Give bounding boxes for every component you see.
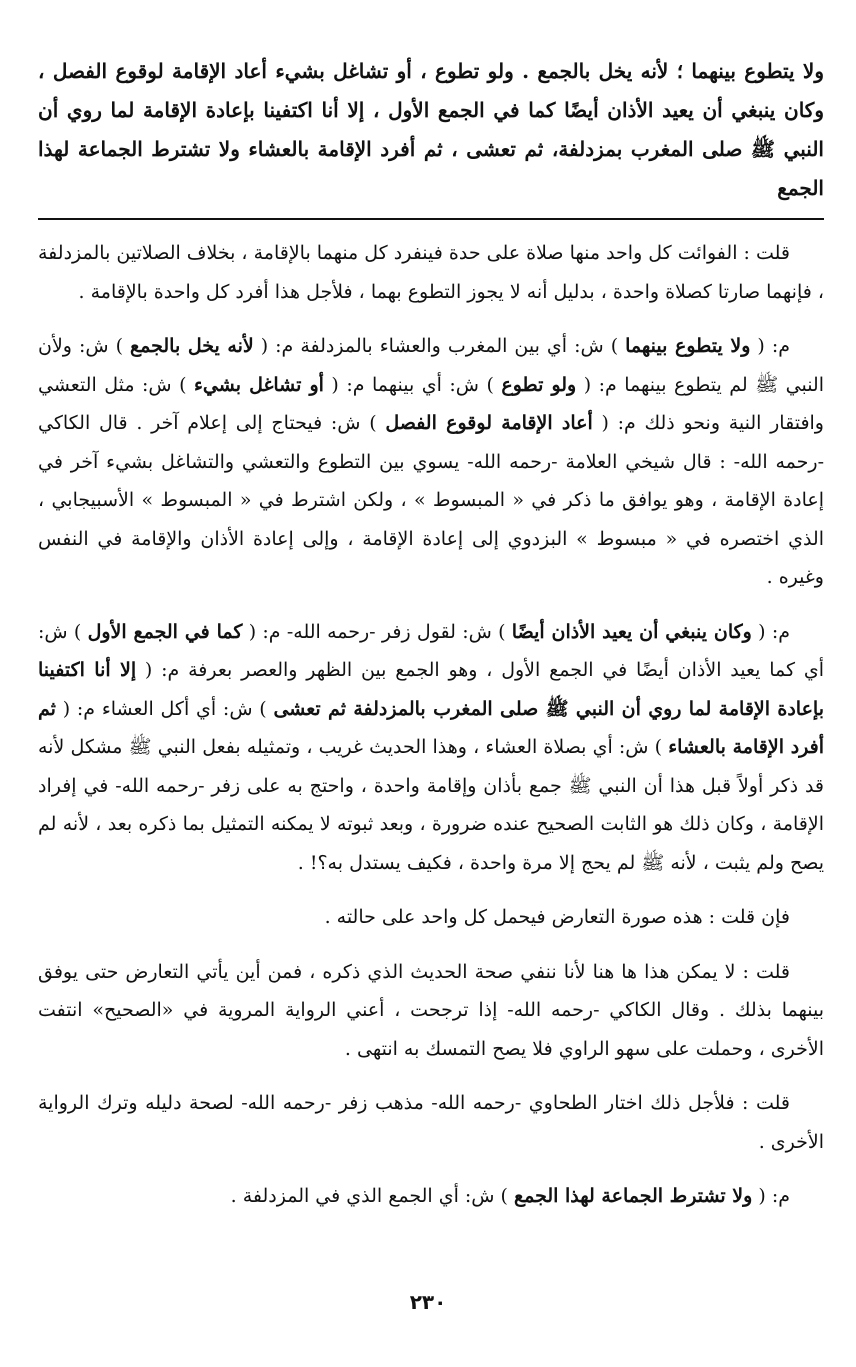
commentary-paragraph [38, 1177, 824, 1216]
commentary-segment: ) ش: مثل التعشي وافتقار النية ونحو ذلك م: ( [38, 373, 824, 434]
commentary-segment: م: ( [752, 1185, 790, 1207]
commentary-segment: فإن قلت : هذه صورة التعارض فيحمل كل واحد على حالته . [324, 906, 790, 928]
page-number: ٢٣٠ [409, 1290, 447, 1314]
quoted-matn-segment: أعاد الإقامة لوقوع الفصل [385, 412, 593, 434]
commentary-segment: ) ش: فيحتاج إلى إعلام آخر . قال الكاكي -رحمه الله- : قال شيخي العلامة -رحمه الله- يسوي بين التطوع والتعشي والتشاغل بشيء آخر في إعادة الإقامة ، وهو يوافق ما ذكر في « المبسوط » ، ولكن اشترط في « المبسوط » الأسبيجابي ، الذي اختصره في « مبسوط » البزدوي إلى إعادة الإقامة ، وإلى إعادة الأذان والإقامة في النفس وغيره . [38, 412, 824, 588]
commentary-segment: ) ش: لقول زفر -رحمه الله- م: ( [242, 620, 512, 643]
quoted-matn-segment: ثم أفرد الإقامة بالعشاء [38, 697, 824, 758]
quoted-matn-segment: ولا تشترط الجماعة لهذا الجمع [513, 1185, 753, 1207]
commentary-segment: ) ش: ولأن النبي ﷺ لم يتطوع بينهما م: ( [38, 335, 825, 396]
commentary-paragraph [38, 953, 824, 1069]
page-content [38, 52, 824, 1232]
commentary-segment: ) ش: أي بينهما م: ( [323, 373, 502, 396]
separator-rule [38, 218, 824, 220]
commentary-paragraph [38, 898, 824, 937]
commentary-segment: ) ش: أي بين المغرب والعشاء بالمزدلفة م: ( [253, 335, 626, 357]
commentary-segment: قلت : الفوائت كل واحد منها صلاة على حدة فينفرد كل منهما بالإقامة ، بخلاف الصلاتين بالمزدلفة ، فإنهما صارتا كصلاة واحدة ، بدليل أنه لا يجوز التطوع بهما ، فلأجل هذا أفرد كل واحدة بالإقامة . [37, 242, 824, 303]
commentary-segment: ) ش: أي بصلاة العشاء ، وهذا الحديث غريب ، وتمثيله بفعل النبي ﷺ مشكل لأنه قد ذكر أولاً قبل هذا أن النبي ﷺ جمع بأذان وإقامة واحدة ، واحتج به على زفر -رحمه الله- في إفراد الإقامة ، وكان ذلك هو الثابت الصحيح عنده ضرورة ، وبعد ثبوته لا يمكنه التمثيل بما ذكره بعد ، لأنه لم يصح ولم يثبت ، لأنه ﷺ لم يحج إلا مرة واحدة ، فكيف يستدل به؟! . [38, 736, 824, 874]
commentary-segment: ) ش: أي كما يعيد الأذان أيضًا في الجمع الأول ، وهو الجمع بين الظهر والعصر بعرفة م: ( [38, 620, 824, 681]
quoted-matn-segment: كما في الجمع الأول [87, 620, 243, 643]
commentary-paragraph [38, 327, 824, 597]
quoted-matn-segment: أو تشاغل بشيء [194, 373, 324, 396]
commentary-paragraph [38, 1084, 824, 1161]
quoted-matn-segment: ولو تطوع [501, 373, 577, 396]
commentary-segment: قلت : فلأجل ذلك اختار الطحاوي -رحمه الله- مذهب زفر -رحمه الله- لصحة دليله وترك الرواية الأخرى . [38, 1092, 824, 1153]
main-text: ولا يتطوع بينهما ؛ لأنه يخل بالجمع . ولو تطوع ، أو تشاغل بشيء أعاد الإقامة لوقوع الفصل ، وكان ينبغي أن يعيد الأذان أيضًا كما في الجمع الأول ، إلا أنا اكتفينا بإعادة الإقامة لما روي أن النبي ﷺ صلى المغرب بمزدلفة، ثم تعشى ، ثم أفرد الإقامة بالعشاء ولا تشترط الجماعة لهذا الجمع [38, 59, 824, 200]
commentary-segment: ) ش: أي الجمع الذي في المزدلفة . [230, 1185, 514, 1207]
commentary-paragraph [38, 234, 824, 311]
commentary-segment: م: ( [750, 335, 790, 357]
commentary-paragraph [38, 613, 824, 883]
quoted-matn-segment: لأنه يخل بالجمع [130, 335, 254, 357]
commentary-segment: م: ( [751, 620, 790, 643]
commentary-segment: ) ش: أي أكل العشاء م: ( [55, 697, 274, 720]
commentary-segment: قلت : لا يمكن هذا ها هنا لأنا ننفي صحة الحديث الذي ذكره ، فمن أين يأتي التعارض حتى يوفق بينهما بذلك . وقال الكاكي -رحمه الله- إذا ترجحت ، أعني الرواية المروية في «الصحيح» انتفت الأخرى ، وحملت على سهو الراوي فلا يصح التمسك به انتهى . [38, 960, 824, 1060]
commentary-section [38, 234, 824, 1216]
quoted-matn-segment: وكان ينبغي أن يعيد الأذان أيضًا [511, 620, 752, 643]
quoted-matn-segment: إلا أنا اكتفينا بإعادة الإقامة لما روي أن النبي ﷺ صلى المغرب بالمزدلفة ثم تعشى [38, 659, 824, 720]
quoted-matn-segment: ولا يتطوع بينهما [625, 335, 751, 357]
